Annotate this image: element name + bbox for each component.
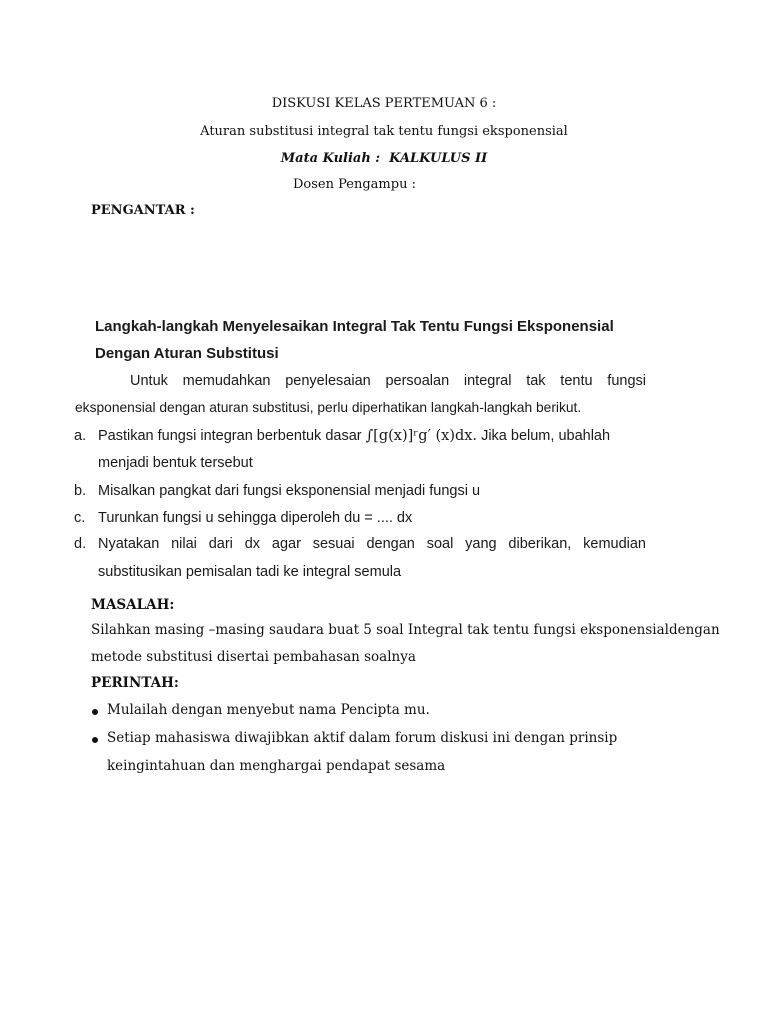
perintah-item-2-line1: Setiap mahasiswa diwajibkan aktif dalam forum diskusi ini dengan prinsip [107, 730, 618, 746]
step-b-text: Misalkan pangkat dari fungsi eksponensial menjadi fungsi u [98, 483, 481, 499]
step-c-marker: c. [74, 510, 86, 526]
step-b-marker: b. [74, 483, 87, 499]
step-a-formula: ∫[g(x)]ʳg′ (x)dx. [365, 428, 478, 444]
bullet-icon [92, 737, 98, 743]
document-title: DISKUSI KELAS PERTEMUAN 6 : [271, 96, 497, 111]
pengantar-heading: PENGANTAR : [91, 203, 195, 218]
step-c-text: Turunkan fungsi u sehingga diperoleh du = .... dx [98, 510, 413, 526]
steps-title-line2: Dengan Aturan Substitusi [95, 345, 279, 362]
step-a-continuation: menjadi bentuk tersebut [98, 455, 253, 471]
masalah-line2: metode substitusi disertai pembahasan soalnya [91, 649, 416, 665]
step-a-marker: a. [74, 428, 87, 444]
step-d-text: Nyatakan nilai dari dx agar sesuai dengan soal yang diberikan, kemudian [98, 536, 646, 552]
intro-line1: Untuk memudahkan penyelesaian persoalan integral tak tentu fungsi [130, 373, 646, 389]
step-a [98, 428, 646, 444]
course-label: Mata Kuliah : [280, 151, 381, 166]
course-line [0, 151, 768, 166]
bullet-icon [92, 709, 98, 715]
intro-line2: eksponensial dengan aturan substitusi, perlu diperhatikan langkah-langkah berikut. [75, 400, 582, 415]
masalah-line1: Silahkan masing –masing saudara buat 5 soal Integral tak tentu fungsi eksponensialdengan [91, 622, 720, 638]
perintah-heading: PERINTAH: [91, 675, 179, 691]
step-d-continuation: substitusikan pemisalan tadi ke integral semula [98, 564, 402, 580]
step-a-text: Pastikan fungsi integran berbentuk dasar [98, 428, 362, 444]
lecturer-label: Dosen Pengampu : [293, 177, 416, 192]
steps-image [74, 312, 654, 584]
steps-title-line1: Langkah-langkah Menyelesaikan Integral Tak Tentu Fungsi Eksponensial [95, 318, 614, 335]
document-subtitle: Aturan substitusi integral tak tentu fungsi eksponensial [200, 124, 568, 139]
course-name: KALKULUS II [389, 151, 488, 166]
step-d-marker: d. [74, 536, 87, 552]
perintah-item-2-line2: keingintahuan dan menghargai pendapat sesama [107, 758, 446, 774]
masalah-heading: MASALAH: [91, 597, 175, 613]
perintah-item-1: Mulailah dengan menyebut nama Pencipta mu. [107, 702, 430, 718]
step-a-text-after: Jika belum, ubahlah [481, 428, 611, 444]
